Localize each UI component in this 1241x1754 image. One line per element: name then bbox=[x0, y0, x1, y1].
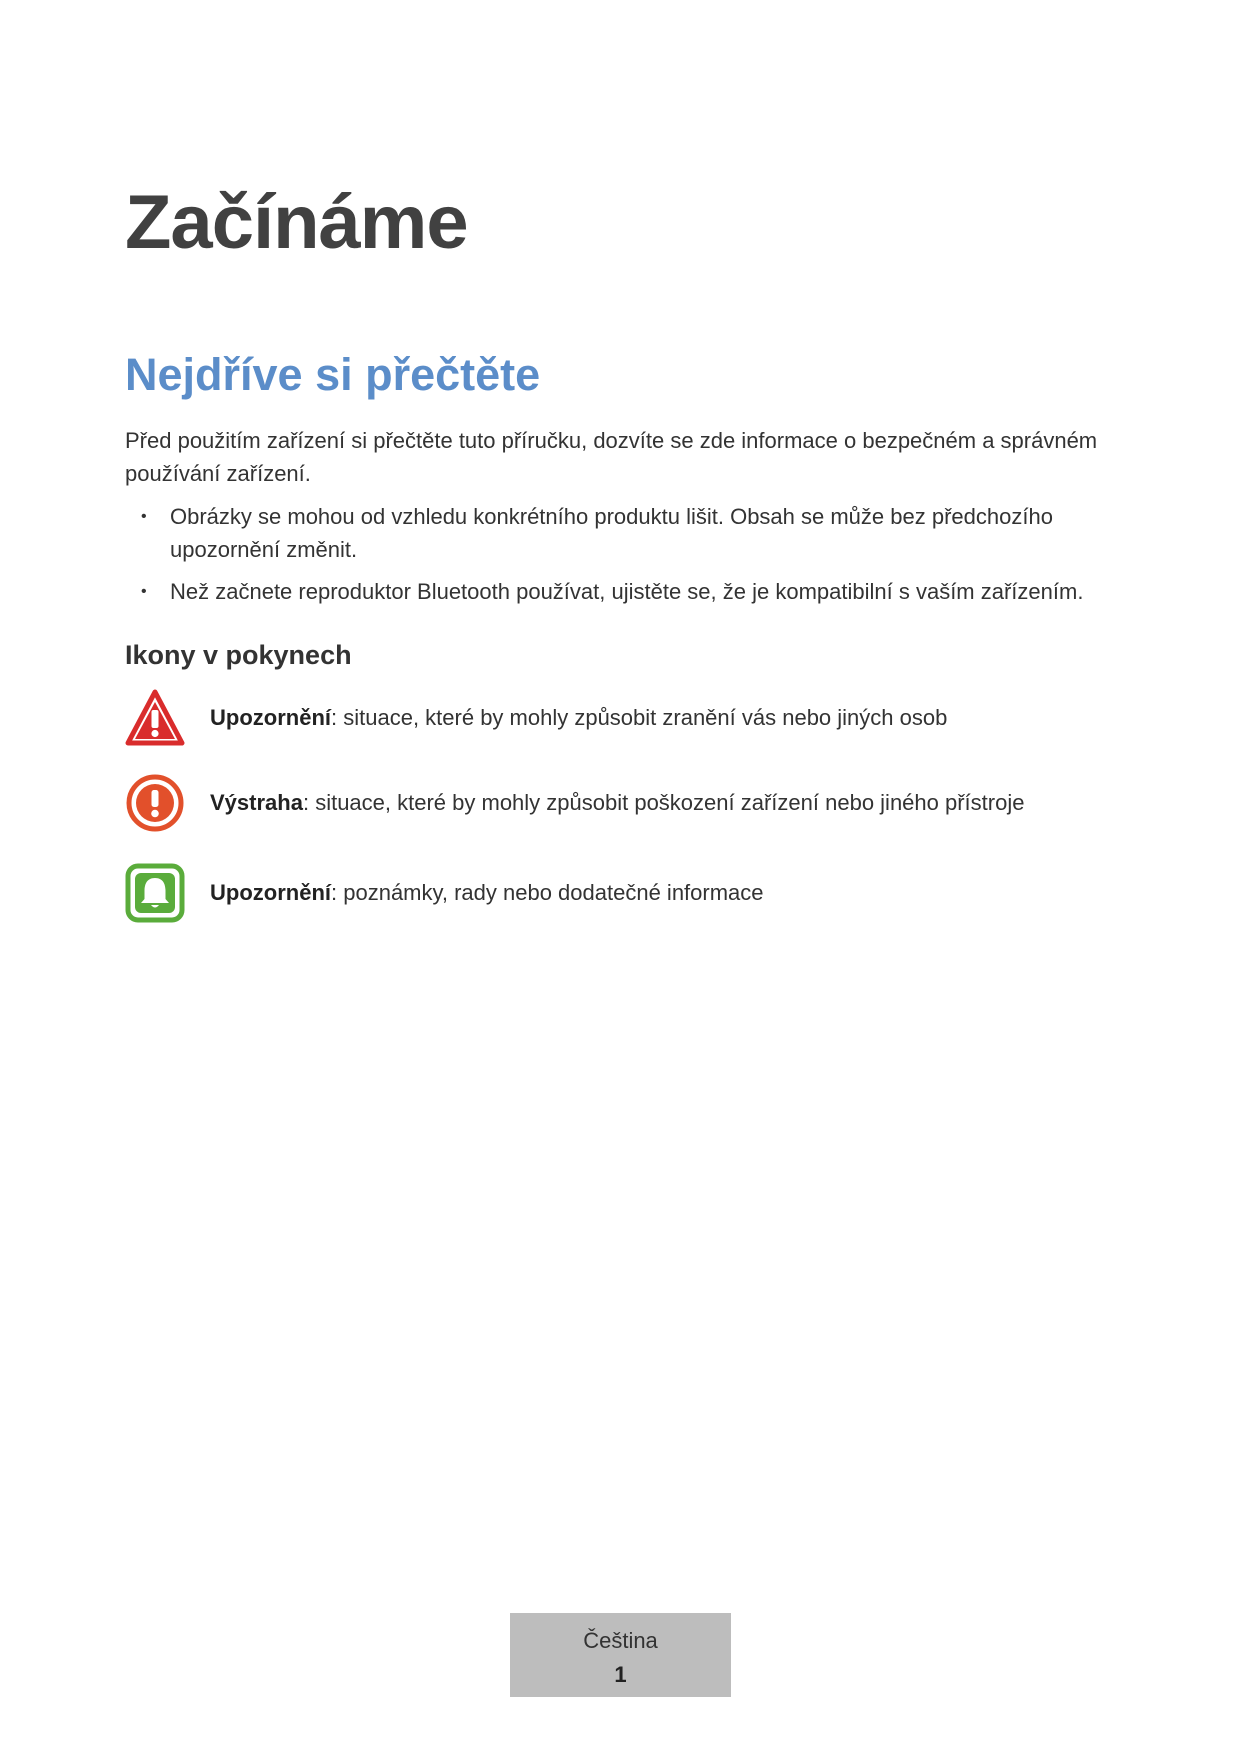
bell-note-icon bbox=[125, 863, 185, 923]
subsection-title: Ikony v pokynech bbox=[125, 640, 352, 670]
icon-label: Výstraha bbox=[210, 790, 303, 815]
label-separator: : bbox=[331, 705, 338, 730]
warning-triangle-icon bbox=[125, 688, 185, 748]
icon-legend-row bbox=[125, 863, 1125, 923]
bullet-dot: • bbox=[141, 508, 147, 525]
icon-text: poznámky, rady nebo dodatečné informace bbox=[337, 880, 764, 905]
bullet-text: Obrázky se mohou od vzhledu konkrétního produktu lišit. Obsah se může bez předchozího upozornění změnit. bbox=[170, 504, 1053, 562]
icon-label: Upozornění bbox=[210, 880, 331, 905]
icon-legend-row bbox=[125, 773, 1125, 833]
label-separator: : bbox=[331, 880, 338, 905]
intro-paragraph: Před použitím zařízení si přečtěte tuto příručku, dozvíte se zde informace o bezpečném a správném používání zařízení. bbox=[125, 428, 1098, 486]
list-item bbox=[125, 575, 1110, 608]
bullet-dot: • bbox=[141, 583, 147, 600]
icon-label: Upozornění bbox=[210, 705, 331, 730]
label-separator: : bbox=[302, 790, 310, 815]
page-title: Začínáme bbox=[125, 180, 468, 265]
icon-description bbox=[210, 788, 1024, 818]
section-title: Nejdříve si přečtěte bbox=[125, 349, 541, 400]
icon-description bbox=[210, 878, 764, 908]
list-item bbox=[125, 500, 1110, 566]
icon-legend-row bbox=[125, 688, 1125, 748]
page-footer bbox=[510, 1613, 731, 1697]
icon-text: situace, které by mohly způsobit zranění vás nebo jiných osob bbox=[337, 705, 948, 730]
icon-description bbox=[210, 703, 947, 733]
bullet-list bbox=[125, 500, 1110, 617]
footer-language: Čeština bbox=[583, 1628, 658, 1653]
bullet-text: Než začnete reproduktor Bluetooth používat, ujistěte se, že je kompatibilní s vaším zařízením. bbox=[170, 579, 1084, 604]
icon-text: situace, které by mohly způsobit poškození zařízení nebo jiného přístroje bbox=[309, 790, 1025, 815]
page-number: 1 bbox=[614, 1662, 627, 1687]
caution-circle-icon bbox=[125, 773, 185, 833]
